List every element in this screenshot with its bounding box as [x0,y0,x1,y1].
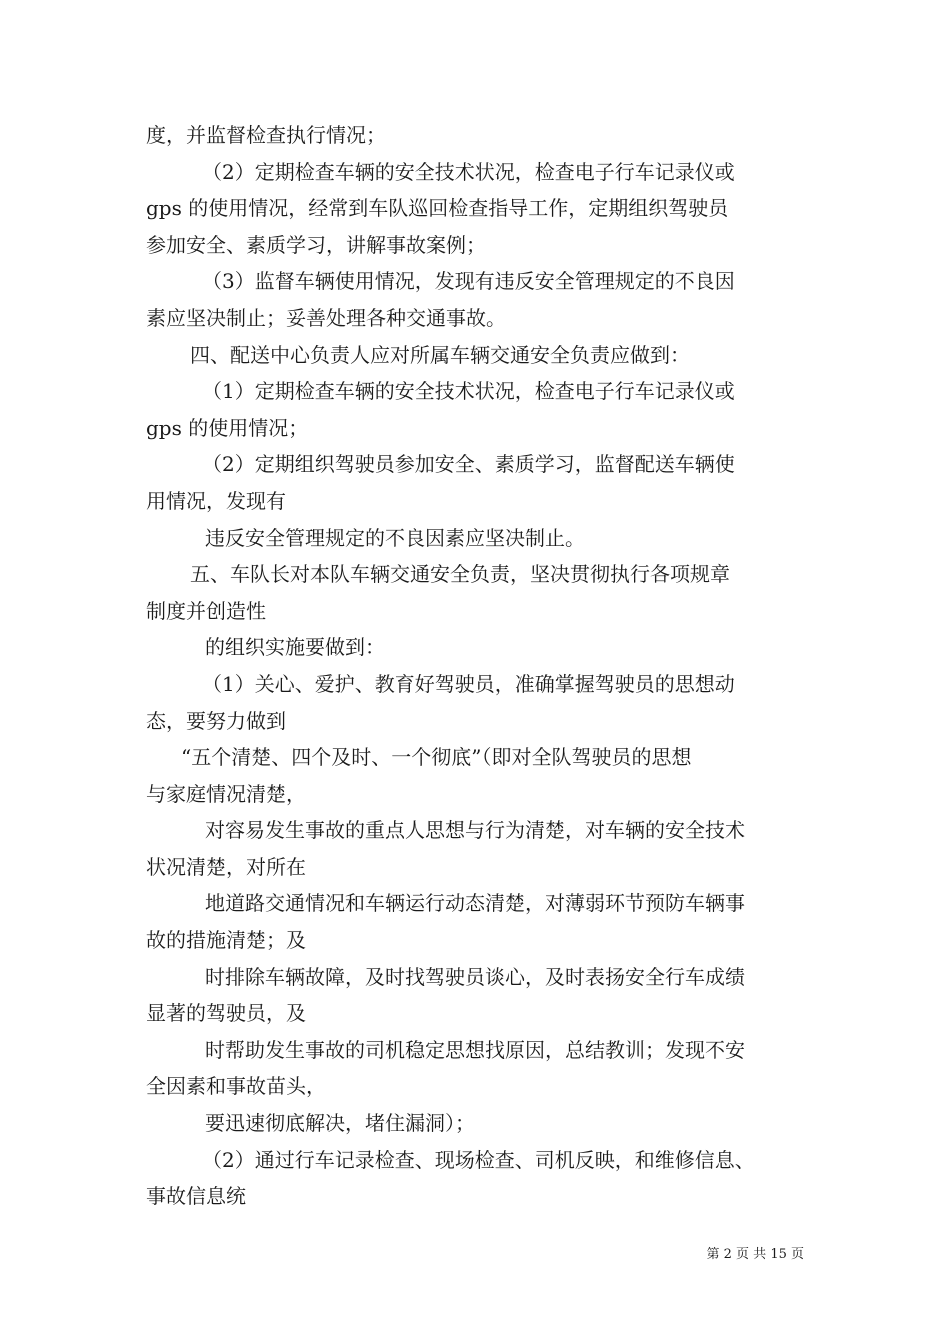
text-line: 时帮助发生事故的司机稳定思想找原因，总结教训；发现不安 [205,1037,745,1062]
text-line: 素应坚决制止；妥善处理各种交通事故。 [146,305,506,330]
text-line: 事故信息统 [146,1184,246,1209]
text-line: 参加安全、素质学习，讲解事故案例； [146,232,486,257]
text-line: “五个清楚、四个及时、一个彻底”（即对全队驾驶员的思想 [181,745,692,770]
text-line: 五、车队长对本队车辆交通安全负责，坚决贯彻执行各项规章 [190,562,730,587]
text-line: 状况清楚，对所在 [146,854,306,879]
text-line: 对容易发生事故的重点人思想与行为清楚，对车辆的安全技术 [205,818,745,843]
text-line: （3）监督车辆使用情况，发现有违反安全管理规定的不良因 [202,269,735,294]
text-line: 要迅速彻底解决，堵住漏洞）； [205,1111,475,1136]
text-line: （2）定期组织驾驶员参加安全、素质学习，监督配送车辆使 [202,452,735,477]
text-line: （2）通过行车记录检查、现场检查、司机反映，和维修信息、 [202,1147,755,1172]
text-line: 态，要努力做到 [146,708,286,733]
text-line: gps 的使用情况； [146,415,309,440]
text-line: 制度并创造性 [146,598,266,623]
text-line: 与家庭情况清楚， [146,781,306,806]
text-line: 时排除车辆故障，及时找驾驶员谈心，及时表扬安全行车成绩 [205,964,745,989]
text-line: 的组织实施要做到： [205,635,385,660]
body-text [146,117,826,1215]
text-line: （1）关心、爱护、教育好驾驶员，准确掌握驾驶员的思想动 [202,671,735,696]
text-line: 度，并监督检查执行情况； [146,123,386,147]
text-line: 全因素和事故苗头， [146,1074,326,1099]
text-line: 用情况，发现有 [146,488,286,513]
text-line: gps 的使用情况，经常到车队巡回检查指导工作，定期组织驾驶员 [146,196,729,221]
page-number: 第 2 页 共 15 页 [706,1247,804,1262]
text-line: 故的措施清楚；及 [146,928,306,953]
text-line: （1）定期检查车辆的安全技术状况，检查电子行车记录仪或 [202,379,735,404]
text-line: 四、配送中心负责人应对所属车辆交通安全负责应做到： [190,342,690,367]
text-line: 地道路交通情况和车辆运行动态清楚，对薄弱环节预防车辆事 [205,891,745,916]
text-line: 显著的驾驶员，及 [146,1001,306,1026]
text-line: 违反安全管理规定的不良因素应坚决制止。 [205,525,585,550]
text-line: （2）定期检查车辆的安全技术状况，检查电子行车记录仪或 [202,159,735,184]
